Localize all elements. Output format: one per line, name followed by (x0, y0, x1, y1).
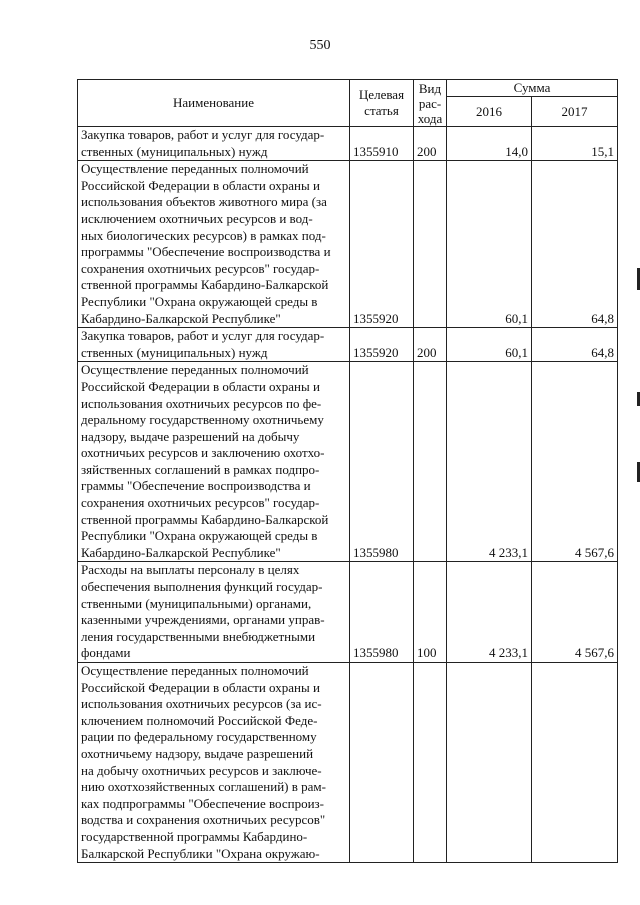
row-target: 1355980 (350, 362, 414, 562)
row-sum-2017: 4 567,6 (532, 362, 618, 562)
row-target: 1355920 (350, 161, 414, 328)
table-row (78, 328, 618, 362)
row-target: 1355910 (350, 127, 414, 161)
header-sum: Сумма (447, 80, 618, 97)
header-year-2016: 2016 (447, 97, 532, 127)
row-target: 1355980 (350, 562, 414, 663)
row-sum-2017: 64,8 (532, 161, 618, 328)
row-sum-2016 (447, 663, 532, 863)
header-year-2017: 2017 (532, 97, 618, 127)
row-sum-2017: 4 567,6 (532, 562, 618, 663)
row-target (350, 663, 414, 863)
header-target: Целевая статья (350, 80, 414, 127)
budget-table (77, 79, 618, 863)
row-sum-2016: 4 233,1 (447, 362, 532, 562)
row-kind: 200 (414, 328, 447, 362)
row-kind (414, 663, 447, 863)
row-sum-2017: 64,8 (532, 328, 618, 362)
table-row (78, 127, 618, 161)
row-name: Закупка товаров, работ и услуг для государ- ственных (муниципальных) нужд (78, 127, 350, 161)
row-kind (414, 362, 447, 562)
row-name: Осуществление переданных полномочий Российской Федерации в области охраны и использования охотничьих ресурсов по фе- деральному государственному охотничьему надзору, выдаче разрешений на добычу охотничьих ресурсов и заключению охотхо- зяйственных соглашений в рамках подпро- граммы "Обеспечение воспроизводства и сохранения охотничьих ресурсов" государ- ственной программы Кабардино-Балкарской Республики "Охрана окружающей среды в Кабардино-Балкарской Республике" (78, 362, 350, 562)
table-row (78, 562, 618, 663)
row-sum-2017 (532, 663, 618, 863)
row-name: Осуществление переданных полномочий Российской Федерации в области охраны и использования объектов животного мира (за исключением охотничьих ресурсов и вод- ных биологических ресурсов) в рамках под- программы "Обеспечение воспроизводства и сохранения охотничьих ресурсов" государ- ственной программы Кабардино-Балкарской Республики "Охрана окружающей среды в Кабардино-Балкарской Республике" (78, 161, 350, 328)
row-sum-2016: 4 233,1 (447, 562, 532, 663)
row-sum-2017: 15,1 (532, 127, 618, 161)
table-row (78, 663, 618, 863)
row-name: Закупка товаров, работ и услуг для государ- ственных (муниципальных) нужд (78, 328, 350, 362)
row-kind: 100 (414, 562, 447, 663)
header-name: Наименование (78, 80, 350, 127)
row-kind (414, 161, 447, 328)
table-row (78, 362, 618, 562)
row-sum-2016: 60,1 (447, 161, 532, 328)
table-row (78, 161, 618, 328)
row-sum-2016: 14,0 (447, 127, 532, 161)
row-kind: 200 (414, 127, 447, 161)
row-name: Расходы на выплаты персоналу в целях обеспечения выполнения функций государ- ственными (муниципальными) органами, казенными учреждениями, органами управ- ления государственными внебюджетными фондами (78, 562, 350, 663)
header-kind: Вид рас- хода (414, 80, 447, 127)
row-target: 1355920 (350, 328, 414, 362)
row-sum-2016: 60,1 (447, 328, 532, 362)
page-number: 550 (309, 38, 331, 53)
row-name: Осуществление переданных полномочий Российской Федерации в области охраны и использования охотничьих ресурсов (за ис- ключением полномочий Российской Феде- рации по федеральному государственному охотничьему надзору, выдаче разрешений на добычу охотничьих ресурсов и заключе- нию охотхозяйственных соглашений) в рам- ках подпрограммы "Обеспечение воспроиз- водства и сохранения охотничьих ресурсов" государственной программы Кабардино- Балкарской Республики "Охрана окружаю- (78, 663, 350, 863)
